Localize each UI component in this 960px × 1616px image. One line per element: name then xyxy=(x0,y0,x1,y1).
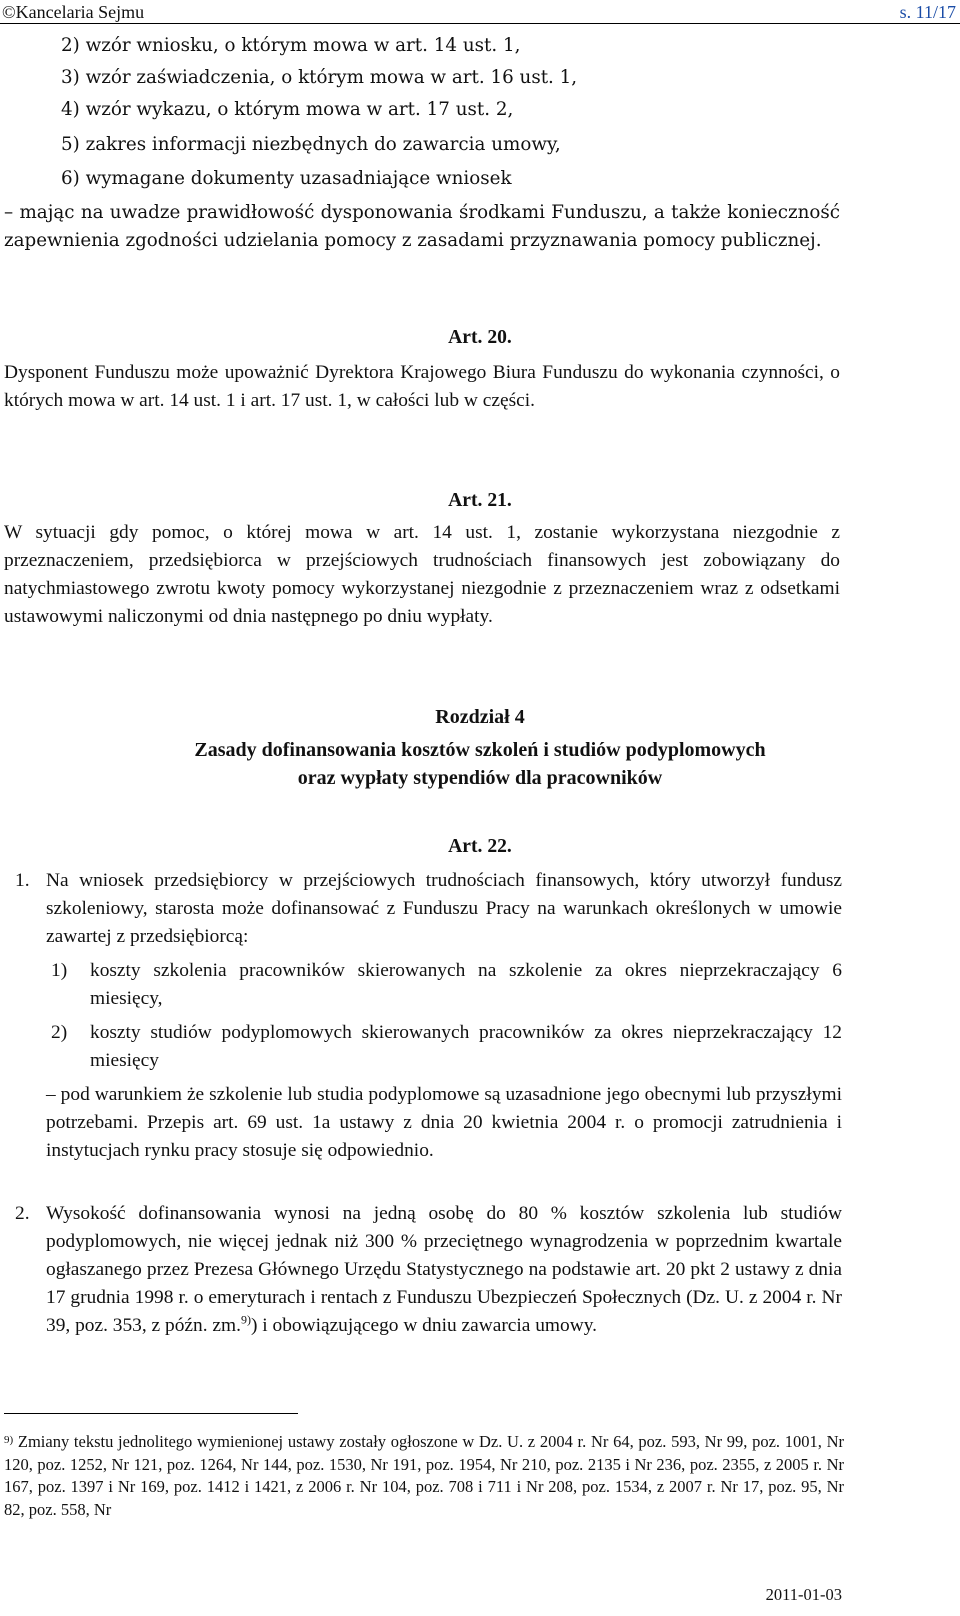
chapter-subtitle: oraz wypłaty stypendiów dla pracowników xyxy=(297,767,663,789)
list-item: 4) wzór wykazu, o którym mowa w art. 17 ust. 2, xyxy=(61,99,514,120)
publisher-label: ©Kancelaria Sejmu xyxy=(2,2,145,22)
paragraph-text: ) i obowiązującego w dniu zawarcia umowy. xyxy=(250,1315,597,1336)
article-heading: Art. 21. xyxy=(448,490,512,511)
footnote-reference[interactable]: 9) xyxy=(240,1312,251,1327)
chapter-subtitle: Zasady dofinansowania kosztów szkoleń i studiów podyplomowych xyxy=(194,739,766,761)
footnote-divider xyxy=(4,1413,298,1414)
closing-paragraph: – mając na uwadze prawidłowość dysponowania środkami Funduszu, a także konieczność zapewnienia zgodności udzielania pomocy z zasadami przyznawania pomocy publicznej. xyxy=(4,202,840,251)
paragraph-number: 1. xyxy=(15,870,30,891)
article-body: Dysponent Funduszu może upoważnić Dyrektora Krajowego Biura Funduszu do wykonania czynności, o których mowa w art. 14 ust. 1 i art. 17 ust. 1, w całości lub w części. xyxy=(4,362,840,411)
article-body: W sytuacji gdy pomoc, o której mowa w art. 14 ust. 1, zostanie wykorzystana niezgodnie z przeznaczeniem, przedsiębiorca w przejściowych trudnościach finansowych jest zobowiązany do natychmiastowego zwrotu kwoty pomocy wykorzystanej niezgodnie z przeznaczeniem wraz z odsetkami ustawowymi naliczonymi od dnia następnego po dniu wypłaty. xyxy=(4,522,840,627)
paragraph-text: Wysokość dofinansowania wynosi na jedną osobę do 80 % kosztów szkolenia lub studiów podyplomowych, nie więcej jednak niż 300 % przeciętnego wynagrodzenia w poprzednim kwartale ogłaszanego przez Prezesa Głównego Urzędu Statystycznego na podstawie art. 20 pkt 2 ustawy z dnia 17 grudnia 1998 r. o emeryturach i rentach z Funduszu Ubezpieczeń Społecznych (Dz. U. z 2004 r. Nr 39, poz. 353, z późn. zm. xyxy=(46,1203,842,1336)
list-item: 6) wymagane dokumenty uzasadniające wniosek xyxy=(61,168,512,189)
list-item: 5) zakres informacji niezbędnych do zawarcia umowy, xyxy=(61,134,561,155)
paragraph-closing: – pod warunkiem że szkolenie lub studia podyplomowe są uzasadnione jego obecnymi lub przyszłymi potrzebami. Przepis art. 69 ust. 1a ustawy z dnia 20 kwietnia 2004 r. o promocji zatrudnienia i instytucjach rynku pracy stosuje się odpowiednio. xyxy=(46,1084,842,1161)
paragraph-body: Na wniosek przedsiębiorcy w przejściowych trudnościach finansowych, który utworzył fundusz szkoleniowy, starosta może dofinansować z Funduszu Pracy na warunkach określonych w umowie zawartej z przedsiębiorcą: xyxy=(46,870,842,947)
chapter-title: Rozdział 4 xyxy=(435,706,525,728)
document-date: 2011-01-03 xyxy=(765,1585,842,1604)
point-text: koszty studiów podyplomowych skierowanych pracowników za okres nieprzekraczający 12 miesięcy xyxy=(90,1022,842,1071)
page-number: s. 11/17 xyxy=(899,2,956,22)
footnote xyxy=(4,1431,844,1521)
point-text: koszty szkolenia pracowników skierowanych na szkolenie za okres nieprzekraczający 6 miesięcy, xyxy=(90,960,842,1009)
point-number: 1) xyxy=(51,960,68,981)
header-divider xyxy=(0,23,960,24)
paragraph-number: 2. xyxy=(15,1203,30,1224)
article-heading: Art. 20. xyxy=(448,327,512,348)
article-heading: Art. 22. xyxy=(448,836,512,857)
list-item: 2) wzór wniosku, o którym mowa w art. 14 ust. 1, xyxy=(61,35,521,56)
footnote-text: Zmiany tekstu jednolitego wymienionej ustawy zostały ogłoszone w Dz. U. z 2004 r. Nr 64, poz. 593, Nr 99, poz. 1001, Nr 120, poz. 1252, Nr 121, poz. 1264, Nr 144, poz. 1530, Nr 191, poz. 1954, Nr 210, poz. 2135 i Nr 236, poz. 2355, z 2005 r. Nr 167, poz. 1397 i Nr 169, poz. 1412 i 1421, z 2006 r. Nr 104, poz. 708 i 711 i Nr 208, poz. 1534, z 2007 r. Nr 17, poz. 95, Nr 82, poz. 558, Nr xyxy=(4,1432,845,1519)
paragraph-body xyxy=(46,1200,842,1340)
point-number: 2) xyxy=(51,1022,68,1043)
footnote-mark: 9) xyxy=(4,1434,14,1446)
page-header xyxy=(0,0,960,24)
list-item: 3) wzór zaświadczenia, o którym mowa w art. 16 ust. 1, xyxy=(61,67,578,88)
